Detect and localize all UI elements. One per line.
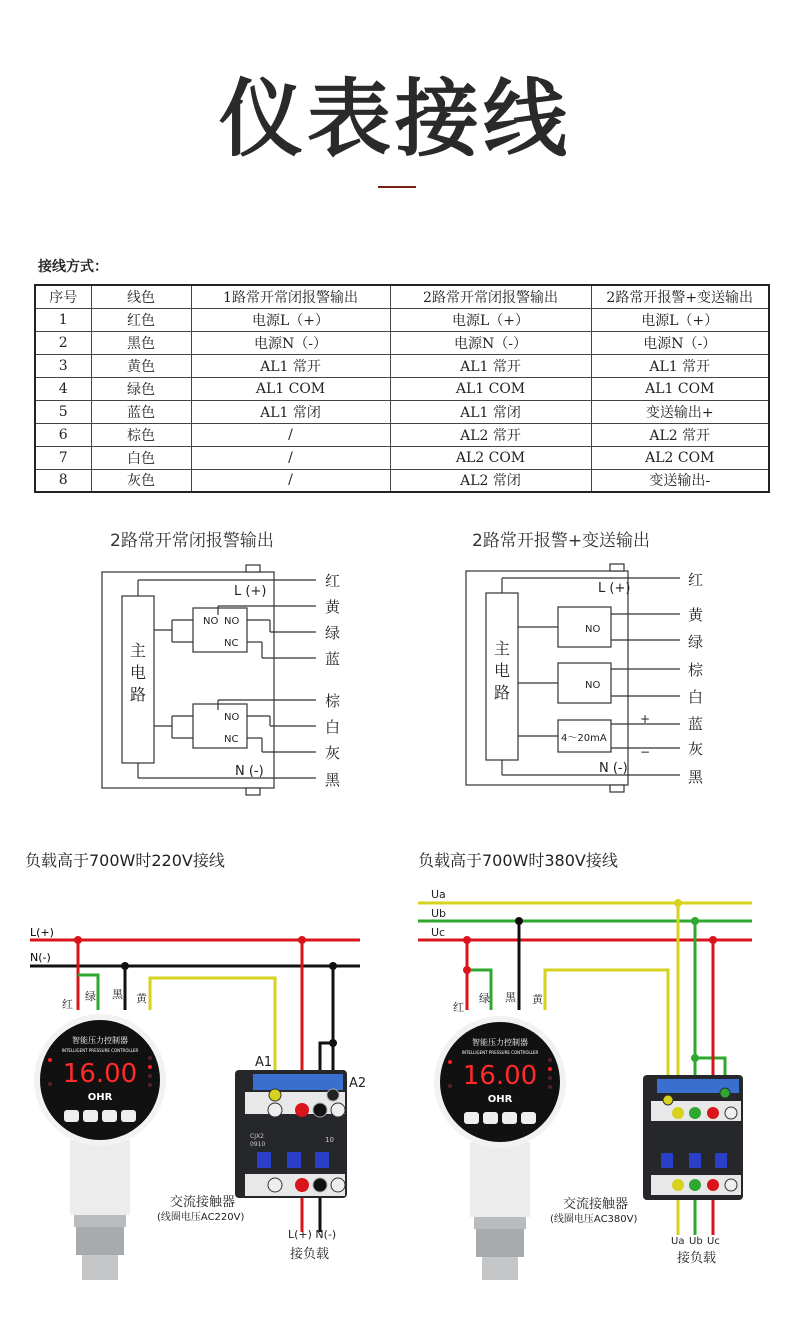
- table-cell: 棕色: [91, 423, 191, 446]
- table-cell: AL1 常开: [591, 354, 769, 377]
- l-label: L (+): [598, 581, 631, 596]
- wire-label: 绿: [479, 992, 490, 1005]
- a2-label: A2: [349, 1076, 367, 1091]
- table-row: [35, 469, 769, 492]
- table-cell: AL1 常开: [390, 354, 591, 377]
- brand-logo: OHR: [87, 1092, 113, 1103]
- table-cell: 白色: [91, 446, 191, 469]
- pressure-display: 16.00: [462, 1061, 538, 1091]
- n-line-label: N(-): [30, 951, 51, 964]
- coil-voltage-label: (线圈电压AC380V): [550, 1214, 638, 1225]
- plus-label: +: [640, 712, 651, 726]
- wire-label: 白: [325, 718, 341, 736]
- nc-label: NC: [224, 734, 239, 745]
- nc-label: NC: [224, 638, 239, 649]
- table-cell: AL2 常开: [390, 423, 591, 446]
- no-label: NO: [224, 712, 240, 723]
- no-label: NO: [585, 624, 601, 635]
- brand-logo: OHR: [487, 1094, 513, 1105]
- table-row: [35, 423, 769, 446]
- diagram2: [395, 560, 790, 805]
- table-cell: AL1 COM: [191, 377, 390, 400]
- wire-label: 绿: [85, 990, 96, 1003]
- table-row: [35, 331, 769, 354]
- table-cell: 电源L（+）: [390, 308, 591, 331]
- table-cell: /: [191, 469, 390, 492]
- wire-label: 绿: [325, 624, 341, 642]
- load-label: 接负载: [677, 1251, 717, 1266]
- main-circuit-label: 电: [494, 661, 511, 680]
- wire-label: 黄: [532, 993, 543, 1006]
- wire-label: 黄: [136, 992, 147, 1005]
- table-row: [35, 354, 769, 377]
- minus-label: −: [640, 745, 651, 759]
- table-cell: 8: [35, 469, 91, 492]
- n-label: N (-): [235, 764, 264, 779]
- table-cell: AL1 COM: [591, 377, 769, 400]
- svg-text:0910: 0910: [250, 1141, 266, 1148]
- table-cell: AL1 常闭: [191, 400, 390, 423]
- table-row: [35, 400, 769, 423]
- contactor: [235, 1070, 347, 1198]
- table-cell: 4: [35, 377, 91, 400]
- l-label: L (+): [234, 584, 267, 599]
- load-label: 接负载: [290, 1247, 330, 1262]
- device-name-en: INTELLIGENT PRESSURE CONTROLLER: [461, 1050, 539, 1055]
- table-cell: 1: [35, 308, 91, 331]
- table-cell: 电源N（-）: [191, 331, 390, 354]
- relay2-box: [193, 704, 247, 748]
- a1-label: A1: [255, 1055, 273, 1070]
- wire-label: 绿: [688, 633, 704, 651]
- diagram1: [0, 560, 395, 805]
- contactor-number: 10: [325, 1136, 334, 1144]
- svg-text:CJX2: CJX2: [250, 1133, 264, 1140]
- ma-label: 4～20mA: [561, 733, 607, 744]
- table-cell: AL2 COM: [591, 446, 769, 469]
- table-cell: 灰色: [91, 469, 191, 492]
- table-cell: 蓝色: [91, 400, 191, 423]
- wire-label: 红: [453, 1001, 464, 1014]
- table-cell: AL2 COM: [390, 446, 591, 469]
- header-cell: 线色: [91, 285, 191, 308]
- line-label: Ub: [431, 907, 447, 920]
- output-label: Uc: [707, 1236, 720, 1247]
- wire-label: 黄: [325, 598, 341, 616]
- wiring220-title: 负载高于700W时220V接线: [25, 851, 225, 870]
- table-cell: 变送输出+: [591, 400, 769, 423]
- wire-label: 灰: [688, 740, 704, 758]
- wire-label: 蓝: [688, 715, 704, 733]
- table-row: [35, 377, 769, 400]
- table-cell: 6: [35, 423, 91, 446]
- wire-label: 棕: [688, 661, 704, 679]
- wiring220-diagram: [0, 880, 395, 1280]
- table-cell: 变送输出-: [591, 469, 769, 492]
- main-circuit-label: 路: [130, 685, 147, 704]
- contactor-label: 交流接触器: [563, 1197, 629, 1212]
- device-name-en: INTELLIGENT PRESSURE CONTROLLER: [61, 1048, 139, 1053]
- wire-label: 黑: [505, 991, 516, 1004]
- table-cell: 电源N（-）: [390, 331, 591, 354]
- relay1-box: [193, 608, 247, 652]
- table-cell: 电源L（+）: [191, 308, 390, 331]
- header-cell: 序号: [35, 285, 91, 308]
- wire-label: 红: [62, 998, 73, 1011]
- header-cell: 1路常开常闭报警输出: [191, 285, 390, 308]
- wire-label: 红: [325, 572, 341, 590]
- table-cell: 黄色: [91, 354, 191, 377]
- contactor-label: 交流接触器: [170, 1195, 236, 1210]
- line-label: Uc: [431, 926, 446, 939]
- wire-label: 黑: [688, 768, 704, 786]
- table-cell: AL2 常闭: [390, 469, 591, 492]
- wire-label: 蓝: [325, 650, 341, 668]
- device-name: 智能压力控制器: [472, 1038, 528, 1047]
- table-cell: 电源L（+）: [591, 308, 769, 331]
- wiring380-diagram: [395, 880, 790, 1280]
- title-divider: [378, 186, 416, 188]
- wiring-table: [34, 284, 770, 493]
- coil-voltage-label: (线圈电压AC220V): [157, 1212, 245, 1223]
- table-cell: 7: [35, 446, 91, 469]
- page-title: 仪表接线: [218, 70, 571, 168]
- diagram1-frame: [102, 572, 274, 788]
- device-name: 智能压力控制器: [72, 1036, 128, 1045]
- output-label: L(+) N(-): [288, 1228, 337, 1241]
- table-cell: 绿色: [91, 377, 191, 400]
- table-cell: AL2 常开: [591, 423, 769, 446]
- contactor: [643, 1075, 743, 1200]
- wire-label: 棕: [325, 692, 341, 710]
- l-line-label: L(+): [30, 926, 54, 939]
- output-label: Ua: [671, 1236, 685, 1247]
- table-cell: 电源N（-）: [591, 331, 769, 354]
- no-label: NO: [224, 616, 240, 627]
- table-row: [35, 308, 769, 331]
- section-label: 接线方式：: [38, 259, 108, 275]
- table-cell: 5: [35, 400, 91, 423]
- main-circuit-label: 电: [130, 663, 147, 682]
- wire-label: 黄: [688, 606, 704, 624]
- table-cell: /: [191, 446, 390, 469]
- table-cell: 2: [35, 331, 91, 354]
- table-cell: 黑色: [91, 331, 191, 354]
- pressure-controller: [434, 1016, 566, 1280]
- table-cell: 3: [35, 354, 91, 377]
- main-circuit-label: 主: [494, 639, 511, 658]
- table-cell: AL1 COM: [390, 377, 591, 400]
- pressure-display: 16.00: [62, 1059, 138, 1089]
- wire-label: 黑: [325, 771, 341, 789]
- main-circuit-label: 主: [130, 641, 147, 660]
- table-header: [35, 285, 769, 308]
- table-cell: /: [191, 423, 390, 446]
- output-label: Ub: [689, 1236, 703, 1247]
- wire-label: 红: [688, 571, 704, 589]
- diagram2-title: 2路常开报警+变送输出: [472, 531, 651, 551]
- diagram1-title: 2路常开常闭报警输出: [110, 531, 274, 551]
- no-label: NO: [585, 680, 601, 691]
- n-label: N (-): [599, 761, 628, 776]
- header-cell: 2路常开报警+变送输出: [591, 285, 769, 308]
- table-cell: AL1 常开: [191, 354, 390, 377]
- table-cell: AL1 常闭: [390, 400, 591, 423]
- table-row: [35, 446, 769, 469]
- line-label: Ua: [431, 888, 446, 901]
- pressure-controller: [34, 1014, 166, 1280]
- header-cell: 2路常开常闭报警输出: [390, 285, 591, 308]
- wire-label: 灰: [325, 744, 341, 762]
- wire-label: 黑: [112, 988, 123, 1001]
- wire-label: 白: [688, 688, 704, 706]
- no-label: NO: [203, 616, 219, 627]
- wiring380-title: 负载高于700W时380V接线: [418, 851, 618, 870]
- table-cell: 红色: [91, 308, 191, 331]
- main-circuit-label: 路: [494, 683, 511, 702]
